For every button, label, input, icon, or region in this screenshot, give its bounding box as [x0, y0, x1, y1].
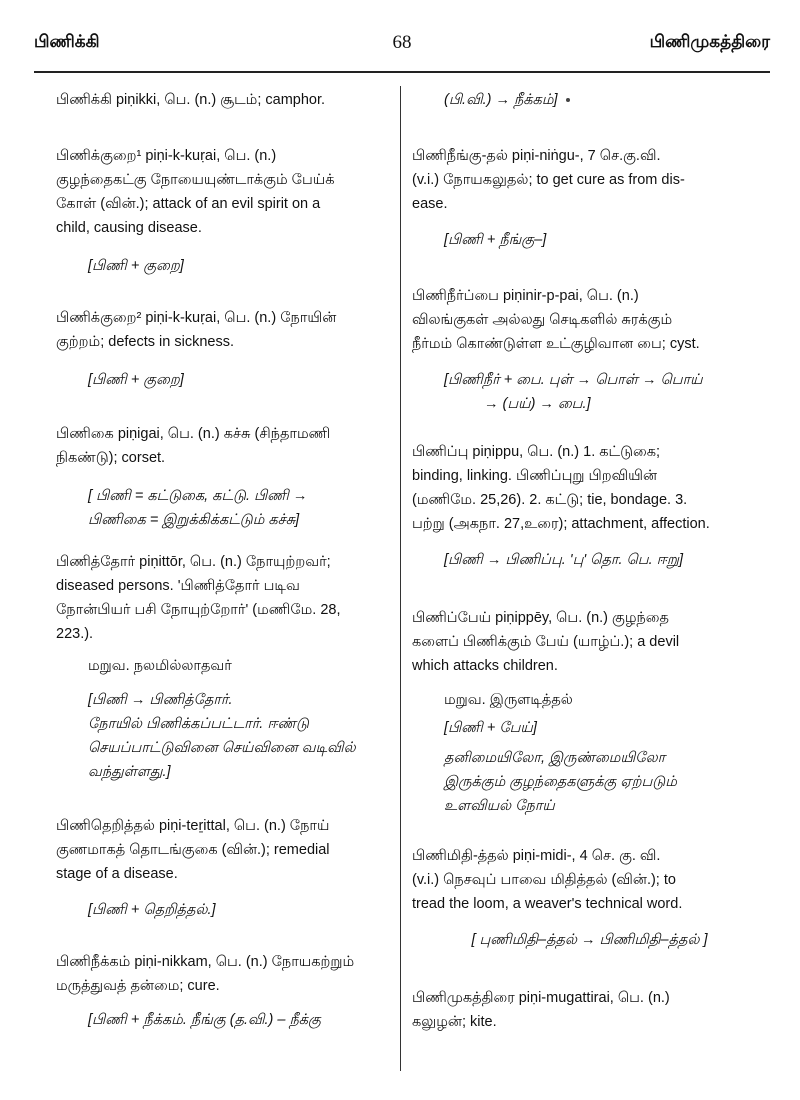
entry-line: விலங்குகள் அல்லது செடிகளில் சுரக்கும்	[412, 312, 673, 328]
entry-line: child, causing disease.	[56, 220, 202, 236]
etymology: [ பிணி = கட்டுகை, கட்டு. பிணி →	[88, 488, 308, 504]
entry-line: கோள் (வின்.); attack of an evil spirit on a	[56, 196, 321, 212]
entry-line: குழந்தைகட்கு நோயையுண்டாக்கும் பேய்க்	[56, 172, 335, 188]
etymology: வந்துள்ளது.]	[88, 764, 171, 780]
page-number: 68	[392, 32, 412, 53]
dictionary-entry	[56, 144, 386, 278]
dictionary-entry	[412, 986, 767, 1034]
entry-line: குணமாகத் தொடங்குகை (வின்.); remedial	[56, 842, 330, 858]
dictionary-entry	[412, 606, 767, 818]
etymology: பிணிகை = இறுக்கிக்கட்டும் கச்சு]	[88, 512, 300, 528]
dictionary-entry	[412, 284, 767, 416]
etymology: [பிணி + குறை]	[88, 258, 184, 274]
etymology: [பிணி + நீங்கு–]	[444, 232, 547, 248]
example-note: உளவியல் நோய்	[444, 798, 555, 814]
column-divider	[400, 86, 401, 1071]
etymology: [பிணி + பேய்]	[444, 720, 537, 736]
entry-line: (மணிமே. 25,26). 2. கட்டு; tie, bondage. 3.	[412, 492, 688, 508]
entry-line: நோன்பியர் பசி நோயுற்றோர்' (மணிமே. 28,	[56, 602, 341, 618]
entry-line: பிணிப்பு piṇippu, பெ. (n.) 1. கட்டுகை;	[412, 444, 661, 460]
etymology: [பிணி + குறை]	[88, 372, 184, 388]
entry-line: (v.i.) நோயகலுதல்; to get cure as from dis-	[412, 172, 685, 188]
dot-mark-icon	[566, 98, 570, 102]
etymology: [பிணிநீர் + பை. புள் → பொள் → பொய்	[444, 372, 703, 388]
entry-line: binding, linking. பிணிப்புறு பிறவியின்	[412, 468, 658, 484]
page-header	[34, 32, 770, 66]
etymology: நோயில் பிணிக்கப்பட்டார். ஈண்டு	[88, 716, 309, 732]
dictionary-entry	[56, 814, 386, 922]
entry-line: stage of a disease.	[56, 866, 178, 882]
running-head-left: பிணிக்கி	[34, 32, 100, 51]
entry-line: பிணிகை piṇigai, பெ. (n.) கச்சு (சிந்தாமணி	[56, 426, 331, 442]
etymology: [ புணிமிதி–த்தல் → பிணிமிதி–த்தல் ]	[471, 932, 708, 948]
entry-line: diseased persons. 'பிணித்தோர் படிவ	[56, 578, 300, 594]
entry-line: பிணிநீர்ப்பை piṇinir-p-pai, பெ. (n.)	[412, 288, 639, 304]
entry-line: 223.).	[56, 626, 94, 642]
entry-line: களைப் பிணிக்கும் பேய் (யாழ்ப்.); a devil	[412, 634, 680, 650]
entry-line: பிணிநீங்கு-தல் piṇi-niṅgu-, 7 செ.கு.வி.	[412, 148, 661, 164]
header-rule	[34, 71, 770, 73]
dictionary-entry	[412, 440, 767, 572]
dictionary-entry	[56, 306, 386, 392]
etymology: → (பய்) → பை.]	[484, 396, 591, 412]
etymology-continuation	[412, 88, 767, 112]
example-note: இருக்கும் குழந்தைகளுக்கு ஏற்படும்	[444, 774, 677, 790]
dictionary-entry	[56, 950, 386, 1032]
entry-line: குற்றம்; defects in sickness.	[56, 334, 234, 350]
entry-line: பிணிக்கி piṇikki, பெ. (n.) சூடம்; camphor.	[56, 92, 326, 108]
entry-line: பிணிதெறித்தல் piṇi-teṟittal, பெ. (n.) நோய்	[56, 818, 330, 834]
running-head-right: பிணிமுகத்திரை	[649, 32, 770, 51]
entry-line: பற்று (அகநா. 27,உரை); attachment, affection.	[412, 516, 710, 532]
entry-line: மருத்துவத் தன்மை; cure.	[56, 978, 220, 994]
entry-line: பிணிமுகத்திரை piṇi-mugattirai, பெ. (n.)	[412, 990, 670, 1006]
dictionary-entry	[56, 88, 386, 112]
entry-line: நீர்மம் கொண்டுள்ள உட்குழிவான பை; cyst.	[412, 336, 700, 352]
entry-line: tread the loom, a weaver's technical word.	[412, 896, 683, 912]
entry-line: பிணிக்குறை¹ piṇi-k-kuṛai, பெ. (n.)	[56, 148, 277, 164]
dictionary-entry	[412, 144, 767, 252]
example-note: தனிமையிலோ, இருண்மையிலோ	[444, 750, 666, 766]
entry-line: பிணித்தோர் piṇittōr, பெ. (n.) நோயுற்றவர்;	[56, 554, 331, 570]
etymology: [பிணி → பிணிப்பு. 'பு' தொ. பெ. ஈறு]	[444, 552, 684, 568]
entry-line: பிணிப்பேய் piṇippēy, பெ. (n.) குழந்தை	[412, 610, 669, 626]
etymology: [பிணி → பிணித்தோர்.	[88, 692, 233, 708]
entry-line: பிணிநீக்கம் piṇi-nikkam, பெ. (n.) நோயகற்றும்	[56, 954, 355, 970]
synonym-note: மறுவ. நலமில்லாதவர்	[88, 658, 232, 674]
dictionary-entry	[412, 844, 767, 952]
dictionary-entry	[56, 550, 386, 784]
continuation	[412, 88, 767, 112]
etymology: [பிணி + நீக்கம். நீங்கு (த.வி.) – நீக்கு	[88, 1012, 321, 1028]
etymology-continuation-text: (பி.வி.) → நீக்கம்]	[444, 92, 558, 108]
synonym-note: மறுவ. இருளடித்தல்	[444, 692, 573, 708]
entry-line: பிணிக்குறை² piṇi-k-kuṛai, பெ. (n.) நோயின்	[56, 310, 337, 326]
entry-line: which attacks children.	[412, 658, 558, 674]
etymology: [பிணி + தெறித்தல்.]	[88, 902, 216, 918]
entry-line: ease.	[412, 196, 448, 212]
dictionary-entry	[56, 422, 386, 532]
entry-line: கலுழன்; kite.	[412, 1014, 497, 1030]
entry-line: (v.i.) நெசவுப் பாவை மிதித்தல் (வின்.); to	[412, 872, 676, 888]
etymology: செயப்பாட்டுவினை செய்வினை வடிவில்	[88, 740, 356, 756]
entry-line: நிகண்டு); corset.	[56, 450, 166, 466]
entry-line: பிணிமிதி-த்தல் piṇi-midi-, 4 செ. கு. வி.	[412, 848, 661, 864]
